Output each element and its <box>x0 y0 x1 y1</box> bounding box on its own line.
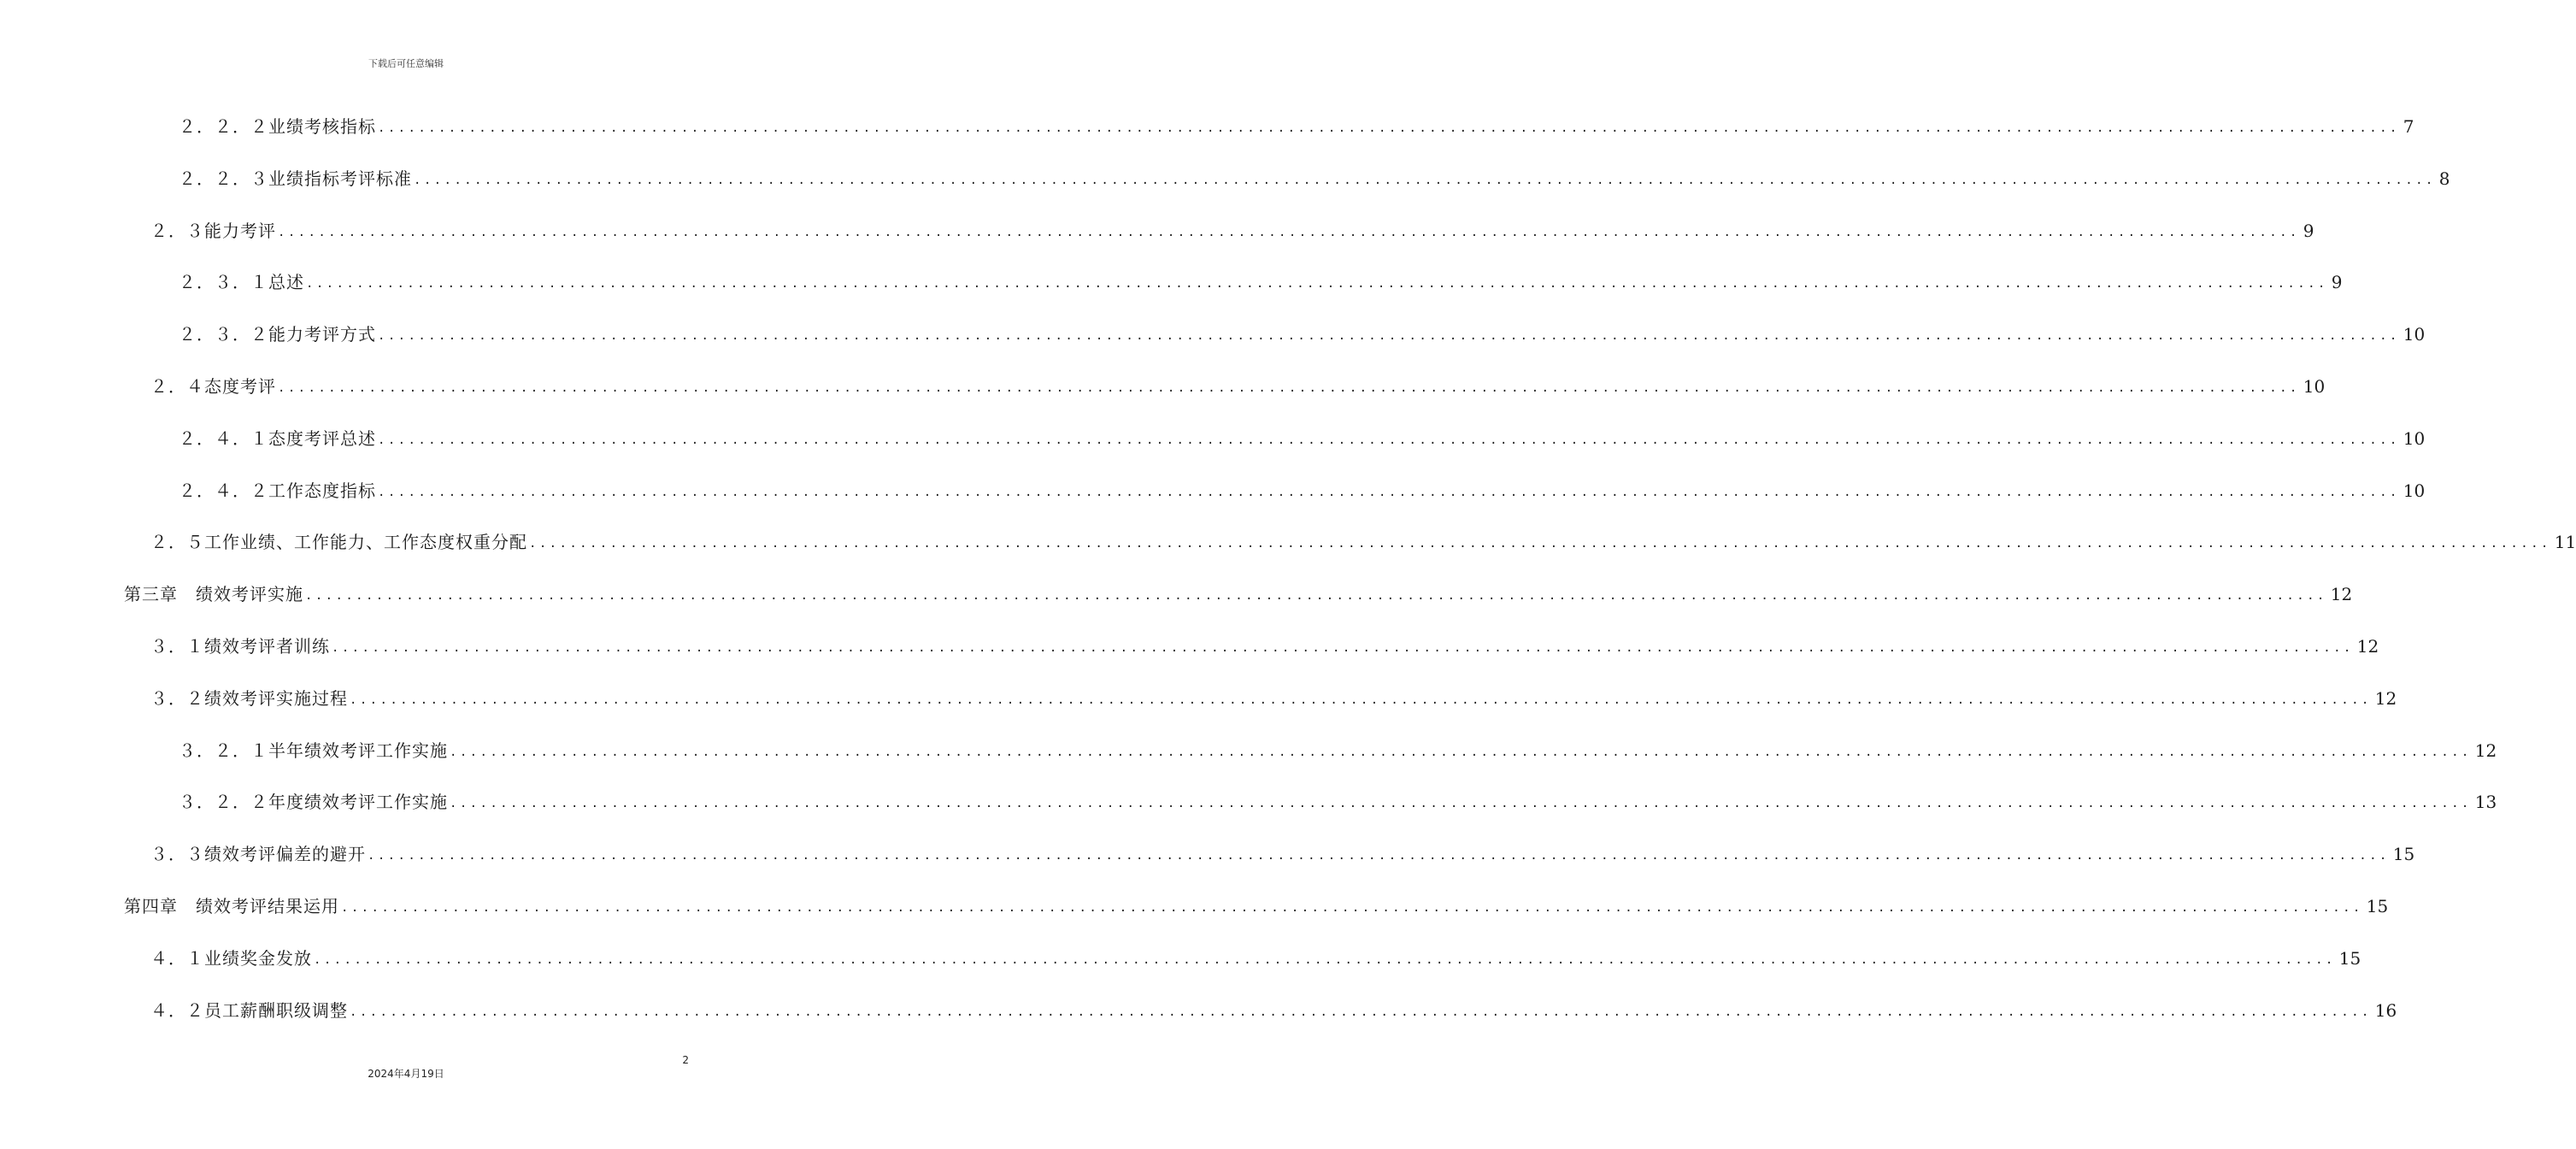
toc-entry-title: ３．２绩效考评实施过程 <box>150 687 348 709</box>
toc-entry-page-number: 9 <box>2303 220 2314 241</box>
toc-entry-title: ２．３能力考评 <box>150 220 276 241</box>
toc-entry[interactable] <box>150 525 2576 559</box>
toc-entry[interactable] <box>179 421 2426 456</box>
toc-dot-leader: ........................................................................................................................................................................................................ <box>529 537 2551 551</box>
toc-entry-title: ４．２员工薪酬职级调整 <box>150 999 348 1021</box>
toc-entry-page-number: 9 <box>2331 272 2343 293</box>
toc-entry[interactable] <box>179 162 2450 196</box>
toc-entry-title: ３．２．１半年绩效考评工作实施 <box>179 739 448 761</box>
toc-dot-leader: ........................................................................................................................................................................................................ <box>378 485 2400 499</box>
toc-entry-page-number: 15 <box>2366 896 2389 916</box>
toc-entry-page-number: 10 <box>2303 376 2326 397</box>
toc-dot-leader: ........................................................................................................................................................................................................ <box>306 277 2328 292</box>
toc-dot-leader: ........................................................................................................................................................................................................ <box>278 381 2300 395</box>
toc-entry-title: ２．５工作业绩、工作能力、工作态度权重分配 <box>150 532 527 553</box>
toc-dot-leader: ........................................................................................................................................................................................................ <box>450 745 2472 759</box>
page-header: 下载后可任意编辑 <box>368 58 444 69</box>
toc-entry-page-number: 7 <box>2403 116 2414 137</box>
toc-entry-page-number: 15 <box>2338 947 2361 969</box>
toc-entry-page-number: 12 <box>2330 584 2353 605</box>
page-footer-date: 2024年4月19日 <box>368 1068 444 1080</box>
toc-entry[interactable] <box>179 785 2497 819</box>
toc-entry-title: 第四章 绩效考评结果运用 <box>124 896 339 916</box>
toc-entry[interactable] <box>150 993 2397 1028</box>
toc-entry[interactable] <box>150 681 2397 716</box>
toc-dot-leader: ........................................................................................................................................................................................................ <box>378 121 2400 135</box>
toc-dot-leader: ........................................................................................................................................................................................................ <box>350 1005 2372 1019</box>
toc-entry-title: ４．１业绩奖金发放 <box>150 947 312 969</box>
toc-entry-title: ３．１绩效考评者训练 <box>150 636 330 657</box>
toc-dot-leader: ........................................................................................................................................................................................................ <box>368 849 2390 863</box>
toc-entry[interactable] <box>124 577 2353 611</box>
toc-dot-leader: ........................................................................................................................................................................................................ <box>378 329 2400 344</box>
toc-entry[interactable] <box>179 734 2497 768</box>
toc-entry-title: ２．２．３业绩指标考评标准 <box>179 168 412 189</box>
toc-entry[interactable] <box>150 941 2361 975</box>
toc-dot-leader: ........................................................................................................................................................................................................ <box>314 952 2336 967</box>
toc-dot-leader: ........................................................................................................................................................................................................ <box>332 641 2354 655</box>
page-number: 2 <box>682 1054 689 1066</box>
toc-entry-page-number: 12 <box>2356 636 2379 657</box>
toc-entry-title: ２．２．２业绩考核指标 <box>179 116 376 137</box>
toc-entry-page-number: 10 <box>2403 324 2426 345</box>
toc-dot-leader: ........................................................................................................................................................................................................ <box>414 173 2436 187</box>
toc-entry-page-number: 11 <box>2554 532 2576 553</box>
toc-entry-title: 第三章 绩效考评实施 <box>124 584 303 605</box>
toc-entry[interactable] <box>179 109 2414 144</box>
toc-dot-leader: ........................................................................................................................................................................................................ <box>341 901 2363 915</box>
toc-entry-title: ２．３．２能力考评方式 <box>179 324 376 345</box>
toc-entry-page-number: 16 <box>2374 999 2397 1021</box>
toc-dot-leader: ........................................................................................................................................................................................................ <box>278 225 2300 239</box>
toc-entry-page-number: 15 <box>2392 844 2415 865</box>
toc-entry[interactable] <box>124 889 2389 923</box>
toc-dot-leader: ........................................................................................................................................................................................................ <box>450 797 2472 811</box>
toc-entry-page-number: 13 <box>2474 792 2497 813</box>
toc-entry-page-number: 10 <box>2403 480 2426 501</box>
toc-entry-title: ２．４．２工作态度指标 <box>179 480 376 501</box>
toc-dot-leader: ........................................................................................................................................................................................................ <box>378 433 2400 447</box>
toc-entry[interactable] <box>179 474 2426 508</box>
toc-entry-page-number: 12 <box>2374 687 2397 709</box>
toc-entry[interactable] <box>150 837 2415 871</box>
toc-entry[interactable] <box>179 317 2426 351</box>
toc-entry-page-number: 12 <box>2474 739 2497 761</box>
toc-entry[interactable] <box>150 629 2379 663</box>
toc-entry-page-number: 10 <box>2403 427 2426 449</box>
toc-entry-title: ２．４．１态度考评总述 <box>179 427 376 449</box>
toc-entry-page-number: 8 <box>2438 168 2450 189</box>
toc-dot-leader: ........................................................................................................................................................................................................ <box>350 692 2372 707</box>
toc-entry[interactable] <box>150 369 2326 404</box>
toc-dot-leader: ........................................................................................................................................................................................................ <box>305 589 2327 604</box>
toc-entry[interactable] <box>150 214 2314 248</box>
toc-entry-title: ３．２．２年度绩效考评工作实施 <box>179 792 448 813</box>
toc-entry[interactable] <box>179 265 2343 299</box>
toc-entry-title: ２．３．１总述 <box>179 272 304 293</box>
toc-entry-title: ２．４态度考评 <box>150 376 276 397</box>
toc-entry-title: ３．３绩效考评偏差的避开 <box>150 844 366 865</box>
